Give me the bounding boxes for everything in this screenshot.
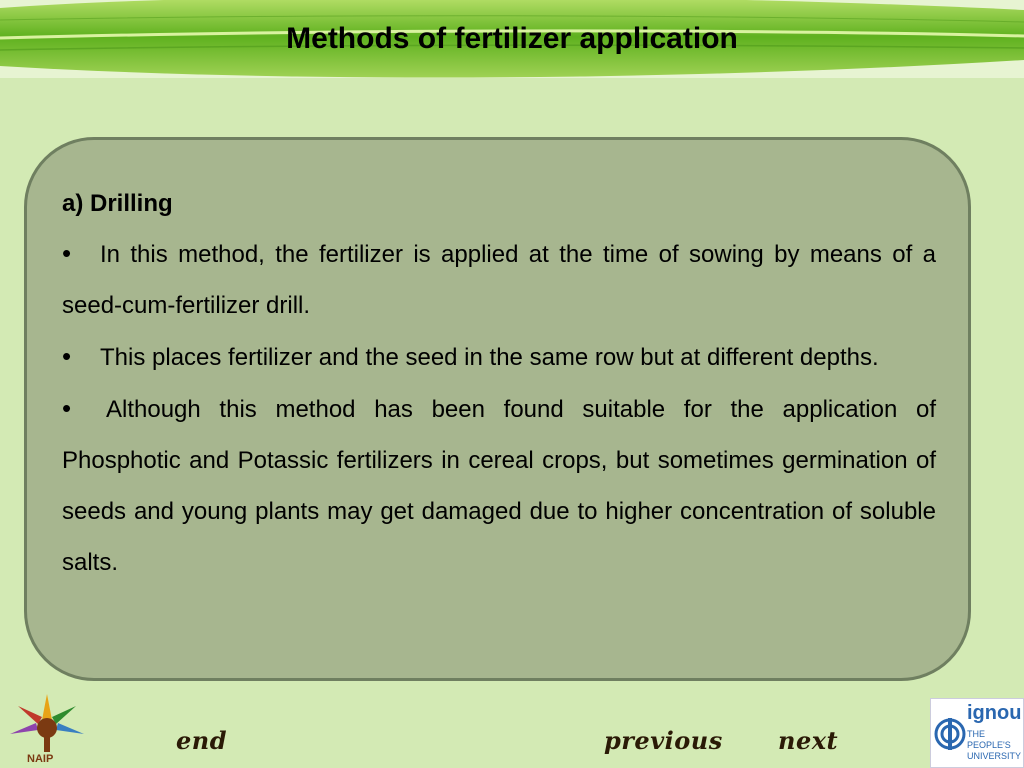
end-link[interactable]: end (176, 726, 227, 755)
next-link[interactable]: next (778, 726, 839, 755)
bullet-item (62, 331, 936, 383)
bullet-item (62, 383, 936, 588)
bullet-icon: • (62, 341, 72, 371)
ignou-tagline-line-2: UNIVERSITY (967, 751, 1022, 761)
ignou-logo (930, 698, 1024, 768)
bullet-text: Although this method has been found suitable for the application of Phosphotic and Potassic fertilizers in cereal crops, but sometimes germination of seeds and young plants may get damaged due to higher concentration of soluble salts. (62, 396, 936, 576)
ignou-name: ignou (967, 702, 1022, 724)
bullet-item (62, 228, 936, 331)
bullet-icon: • (62, 238, 72, 268)
section-heading: a) Drilling (62, 190, 173, 217)
bullet-text: This places fertilizer and the seed in the same row but at different depths. (100, 344, 879, 371)
naip-label: NAIP (27, 753, 54, 765)
ignou-tagline-line-1: THE PEOPLE'S (967, 729, 1011, 750)
naip-emblem-icon (6, 690, 88, 758)
bullet-icon: • (62, 393, 72, 423)
bullet-text: In this method, the fertilizer is applied at the time of sowing by means of a seed-cum-fertilizer drill. (62, 241, 936, 319)
slide-title: Methods of fertilizer application (286, 22, 738, 55)
ignou-emblem-icon (933, 704, 967, 764)
previous-link[interactable]: previous (604, 726, 723, 755)
ignou-tagline (967, 729, 1023, 762)
content-body (62, 186, 936, 588)
